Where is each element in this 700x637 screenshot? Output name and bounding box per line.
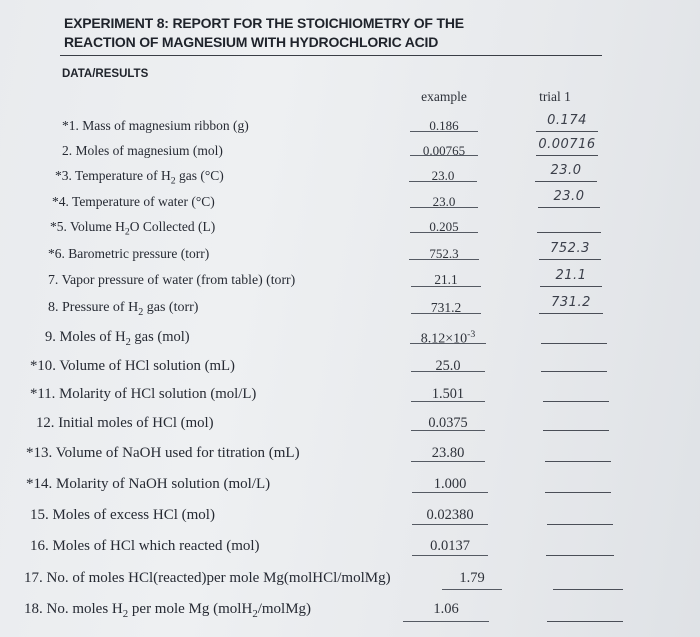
label-text: Barometric pressure (torr) — [68, 246, 210, 261]
report-title — [64, 14, 464, 52]
example-answer-line — [412, 524, 488, 525]
row-label — [48, 272, 295, 288]
row-number: 11. — [37, 386, 56, 402]
required-marker: * — [26, 445, 34, 461]
example-value-text: 0.0137 — [430, 538, 470, 554]
section-heading: DATA/RESULTS — [62, 68, 149, 80]
example-answer-line — [411, 430, 485, 431]
row-label — [30, 386, 256, 403]
trial-answer-line[interactable] — [541, 343, 607, 344]
title-underline — [60, 55, 602, 56]
label-text: Moles of HCl which reacted (mol) — [52, 538, 260, 554]
table-row — [0, 601, 700, 631]
label-text: No. moles H — [46, 601, 123, 617]
example-answer-line — [403, 621, 489, 622]
trial-value: 21.1 — [555, 268, 587, 283]
table-row — [0, 507, 700, 537]
example-value — [414, 538, 486, 555]
example-value-text: 731.2 — [430, 300, 462, 315]
trial-value: 23.0 — [550, 163, 582, 178]
row-label — [45, 329, 190, 348]
example-value — [414, 507, 486, 524]
subscript: 2 — [122, 608, 129, 620]
table-row — [0, 295, 700, 330]
row-number: 2. — [62, 143, 73, 158]
row-number: 4. — [58, 194, 69, 209]
example-answer-line — [442, 589, 502, 590]
example-value-text: 0.0375 — [428, 415, 468, 431]
example-value — [413, 445, 483, 462]
trial-answer-line[interactable] — [547, 621, 623, 622]
trial-answer-line[interactable] — [545, 492, 611, 493]
trial-answer-line[interactable] — [541, 371, 607, 372]
subscript: 2 — [252, 608, 258, 620]
trial-answer-line[interactable] — [545, 461, 611, 462]
trial-answer-line[interactable] — [537, 232, 601, 233]
trial-answer-line[interactable] — [535, 181, 597, 182]
example-answer-line — [411, 401, 485, 402]
trial-value: 0.00716 — [538, 137, 596, 152]
row-number: 12. — [36, 415, 55, 431]
label-text: Initial moles of HCl (mol) — [58, 415, 214, 431]
example-answer-line — [409, 181, 477, 182]
row-label — [30, 538, 260, 555]
example-answer-line — [410, 155, 478, 156]
row-label — [24, 570, 391, 587]
required-marker: * — [26, 476, 34, 492]
label-text: gas (°C) — [175, 168, 224, 183]
row-number: 17. — [24, 570, 43, 586]
required-marker: * — [50, 219, 57, 234]
label-text: Moles of H — [59, 329, 126, 345]
label-text: Moles of magnesium (mol) — [75, 143, 223, 158]
trial-answer-line[interactable] — [536, 131, 598, 132]
example-value-text: 8.12×10 — [420, 331, 468, 347]
row-label — [48, 300, 198, 318]
trial-answer-line[interactable] — [543, 401, 609, 402]
subscript: 2 — [124, 226, 130, 238]
example-value — [405, 601, 487, 618]
table-row — [0, 329, 700, 359]
example-value-text: 752.3 — [429, 246, 459, 261]
row-label — [55, 168, 224, 187]
required-marker: * — [30, 386, 38, 402]
trial-answer-line[interactable] — [539, 313, 603, 314]
row-number: 14. — [33, 476, 53, 492]
row-label — [30, 507, 215, 524]
table-row — [0, 445, 700, 475]
example-value-text: 21.1 — [434, 272, 458, 287]
label-text: Moles of excess HCl (mol) — [52, 507, 215, 523]
example-value — [412, 143, 476, 159]
table-row — [0, 415, 700, 445]
trial-answer-line[interactable] — [539, 259, 601, 260]
row-number: 6. — [54, 246, 65, 261]
required-marker: * — [52, 194, 59, 209]
label-text: gas (torr) — [143, 300, 199, 315]
table-row — [0, 358, 700, 388]
row-number: 9. — [45, 329, 56, 345]
example-answer-line — [409, 259, 479, 260]
label-text: Temperature of water (°C) — [72, 194, 215, 209]
trial-value: 0.174 — [547, 113, 587, 128]
label-text: Pressure of H — [62, 300, 139, 315]
label-text: Temperature of H — [75, 168, 171, 183]
label-text: gas (mol) — [130, 329, 190, 345]
example-answer-line — [412, 555, 488, 556]
example-answer-line — [411, 286, 481, 287]
label-text: Volume of HCl solution (mL) — [59, 358, 235, 374]
example-value-text: 0.186 — [429, 118, 459, 133]
example-value-text: 0.02380 — [426, 507, 474, 523]
trial-value: 752.3 — [550, 241, 590, 256]
row-number: 13. — [33, 445, 53, 461]
label-text: /molMg) — [257, 601, 312, 617]
trial-answer-line[interactable] — [547, 524, 613, 525]
title-line-2: REACTION OF MAGNESIUM WITH HYDROCHLORIC ACID — [64, 34, 439, 50]
table-row — [0, 476, 700, 506]
row-label — [36, 415, 214, 432]
trial-answer-line[interactable] — [536, 155, 598, 156]
row-label — [62, 143, 223, 159]
example-value-text: 1.79 — [459, 570, 485, 586]
row-number: 5. — [56, 219, 67, 234]
label-text: Volume H — [70, 219, 125, 234]
row-label — [48, 246, 209, 262]
row-number: 3. — [61, 168, 72, 183]
label-text: Molarity of HCl solution (mol/L) — [59, 386, 257, 402]
table-row — [0, 386, 700, 416]
example-value — [414, 476, 486, 493]
row-label — [24, 601, 311, 620]
label-text: No. of moles HCl(reacted)per mole Mg(molHCl/molMg) — [46, 570, 391, 586]
example-answer-line — [411, 461, 485, 462]
example-column-header: example — [421, 89, 467, 104]
row-label — [52, 194, 215, 210]
example-answer-line — [410, 207, 478, 208]
subscript: 2 — [170, 175, 176, 187]
example-value — [413, 358, 483, 375]
example-value-text: 1.501 — [431, 386, 465, 402]
table-row — [0, 570, 700, 600]
row-label — [62, 118, 249, 134]
subscript: 2 — [138, 306, 144, 318]
example-value-text: 0.205 — [429, 219, 459, 234]
example-value-text: 23.0 — [431, 168, 455, 183]
example-answer-line — [410, 131, 478, 132]
row-number: 1. — [68, 118, 79, 133]
title-line-1: EXPERIMENT 8: REPORT FOR THE STOICHIOMETRY OF THE — [64, 15, 464, 31]
example-value-text: 25.0 — [435, 358, 461, 374]
row-number: 15. — [30, 507, 49, 523]
exponent: -3 — [467, 329, 476, 340]
trial-value: 731.2 — [551, 295, 591, 310]
trial-value: 23.0 — [553, 189, 585, 204]
example-answer-line — [410, 232, 478, 233]
row-label — [50, 219, 215, 238]
row-label — [30, 358, 235, 375]
example-value — [444, 570, 500, 587]
trial-column-header: trial 1 — [539, 89, 571, 104]
example-value — [412, 329, 484, 348]
row-number: 8. — [48, 300, 59, 315]
row-number: 10. — [37, 358, 56, 374]
required-marker: * — [62, 118, 69, 133]
example-value-text: 23.80 — [431, 445, 465, 461]
label-text: Vapor pressure of water (from table) (torr) — [61, 272, 296, 287]
trial-answer-line[interactable] — [546, 555, 614, 556]
example-value-text: 1.06 — [433, 601, 459, 617]
row-label — [26, 445, 300, 462]
row-number: 16. — [30, 538, 49, 554]
required-marker: * — [55, 168, 62, 183]
example-answer-line — [410, 343, 486, 344]
row-number: 7. — [48, 272, 59, 287]
label-text: per mole Mg (molH — [128, 601, 253, 617]
label-text: Mass of magnesium ribbon (g) — [82, 118, 249, 133]
example-value-text: 23.0 — [432, 194, 456, 209]
trial-answer-line[interactable] — [540, 286, 602, 287]
required-marker: * — [48, 246, 55, 261]
row-number: 18. — [24, 601, 43, 617]
example-answer-line — [411, 313, 481, 314]
row-label — [26, 476, 270, 493]
example-value-text: 0.00765 — [422, 143, 466, 158]
subscript: 2 — [125, 336, 131, 348]
trial-answer-line[interactable] — [543, 430, 609, 431]
label-text: Volume of NaOH used for titration (mL) — [55, 445, 300, 461]
required-marker: * — [30, 358, 38, 374]
trial-answer-line[interactable] — [538, 207, 600, 208]
label-text: O Collected (L) — [129, 219, 216, 234]
label-text: Molarity of NaOH solution (mol/L) — [56, 476, 271, 492]
example-answer-line — [412, 492, 488, 493]
example-value-text: 1.000 — [433, 476, 467, 492]
example-answer-line — [411, 371, 485, 372]
table-row — [0, 538, 700, 568]
trial-answer-line[interactable] — [553, 589, 623, 590]
